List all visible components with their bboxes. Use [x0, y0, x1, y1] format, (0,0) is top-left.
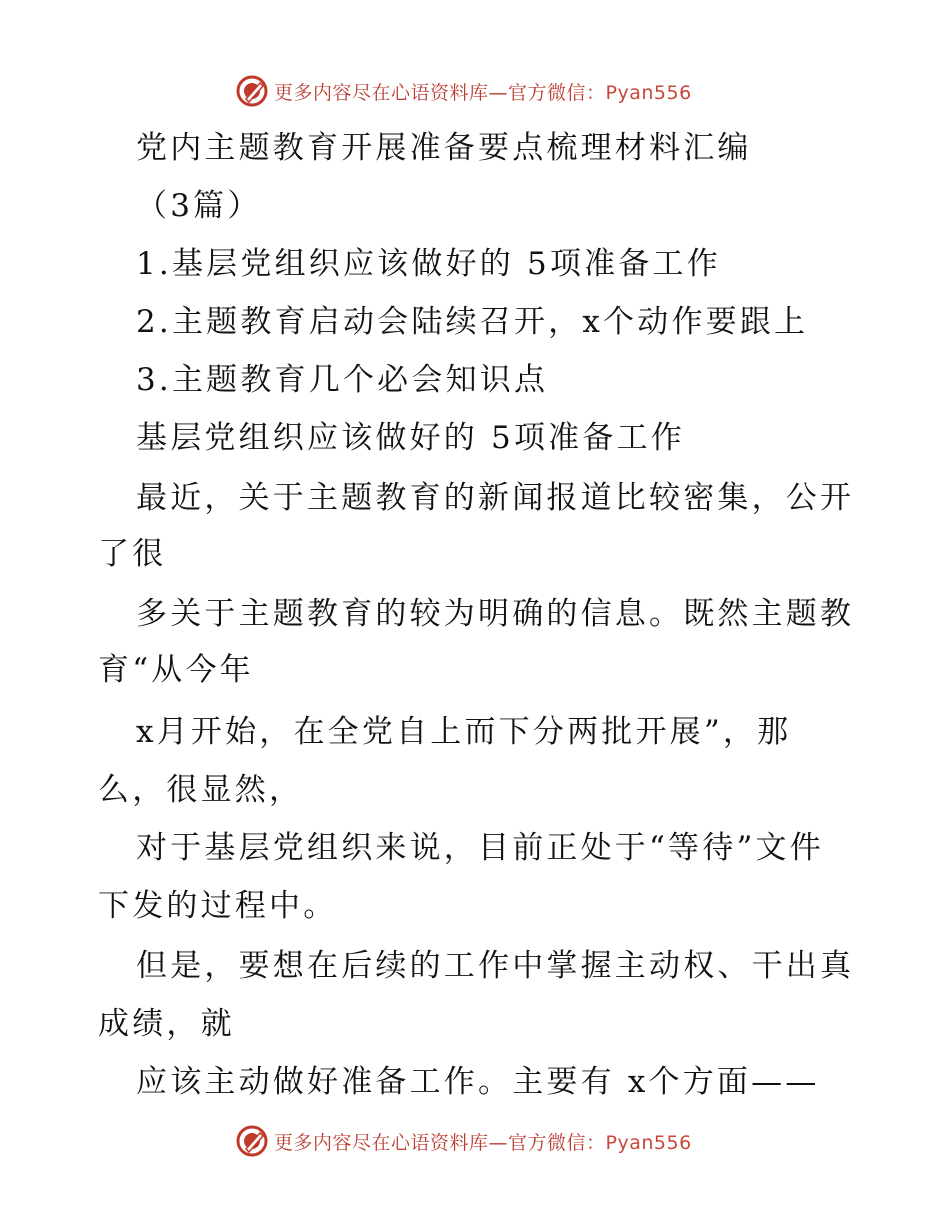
watermark-text: 更多内容尽在心语资料库—官方微信：Pyan556: [274, 1131, 692, 1154]
pen-logo-icon: [236, 75, 268, 107]
paragraph-line: 育“从今年: [98, 652, 254, 688]
paragraph-line: x月开始，在全党自上而下分两批开展”，那: [136, 714, 792, 750]
paragraph-line: 最近，关于主题教育的新闻报道比较密集，公开: [136, 480, 855, 516]
document-title: 党内主题教育开展准备要点梳理材料汇编: [136, 130, 752, 166]
toc-item-3: 3.主题教育几个必会知识点: [136, 362, 549, 398]
header-watermark: [236, 74, 692, 108]
toc-item-1: 1.基层党组织应该做好的 5项准备工作: [136, 246, 721, 282]
paragraph-line: 了很: [98, 536, 167, 572]
paragraph-line: 么，很显然，: [98, 772, 304, 808]
toc-item-2: 2.主题教育启动会陆续召开，x个动作要跟上: [136, 304, 809, 340]
section-heading: 基层党组织应该做好的 5项准备工作: [136, 420, 685, 456]
wechat-id: Pyan556: [605, 81, 692, 104]
footer-watermark: [236, 1124, 692, 1158]
watermark-text: 更多内容尽在心语资料库—官方微信：Pyan556: [274, 81, 692, 104]
paragraph-line: 成绩，就: [98, 1006, 235, 1042]
paragraph-line: 应该主动做好准备工作。主要有 x个方面——: [136, 1064, 820, 1100]
pen-logo-icon: [236, 1125, 268, 1157]
paragraph-line: 下发的过程中。: [98, 888, 338, 924]
paragraph-line: 对于基层党组织来说，目前正处于“等待”文件: [136, 830, 824, 866]
document-subtitle: （3篇）: [136, 188, 262, 224]
paragraph-line: 但是，要想在后续的工作中掌握主动权、干出真: [136, 948, 855, 984]
wechat-id: Pyan556: [605, 1131, 692, 1154]
paragraph-line: 多关于主题教育的较为明确的信息。既然主题教: [136, 596, 855, 632]
